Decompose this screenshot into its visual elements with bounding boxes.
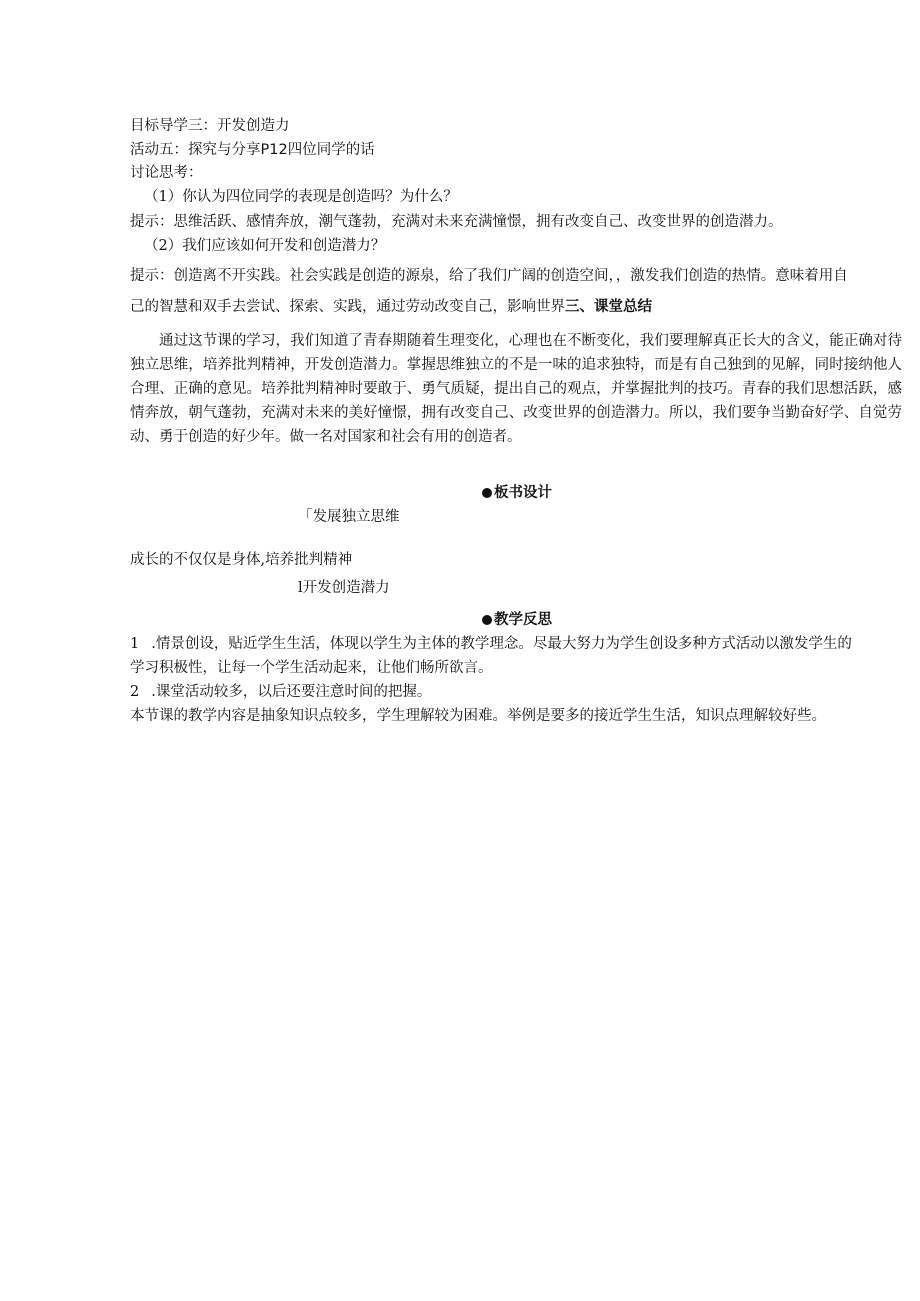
hint-2-text-cont: 己的智慧和双手去尝试、探索、实践，通过劳动改变自己，影响世界 bbox=[130, 299, 565, 315]
hint-2-label: 提示： bbox=[130, 268, 174, 284]
reflection-item-1-text: .情景创设，贴近学生生活，体现以学生为主体的教学理念。尽最大努力为学生创设多种方式活动以激发学生的 bbox=[151, 636, 852, 652]
question-1: （1）你认为四位同学的表现是创造吗？为什么？ bbox=[144, 189, 458, 205]
reflection-item-1-num: 1 bbox=[130, 636, 140, 652]
hint-2-line-1 bbox=[130, 266, 848, 286]
hint-1-text: 思维活跃、感情奔放，潮气蓬勃，充满对未来充满憧憬，拥有改变自己、改变世界的创造潜力。 bbox=[173, 214, 783, 230]
summary-paragraph: 通过这节课的学习，我们知道了青春期随着生理变化，心理也在不断变化，我们要理解真正长大的含义，能正确对待独立思维，培养批判精神，开发创造潜力。掌握思维独立的不是一味的追求独特，而是有自己独到的见解，同时接纳他人合理、正确的意见。培养批判精神时要敢于、勇气质疑，提出自己的观点，并掌握批判的技巧。青春的我们思想活跃，感情奔放，朝气蓬勃，充满对未来的美好憧憬，拥有改变自己、改变世界的创造潜力。所以，我们要争当勤奋好学、自觉劳动、勇于创造的好少年。做一名对国家和社会有用的创造者。 bbox=[130, 333, 902, 445]
summary-heading: 三、课堂总结 bbox=[565, 299, 652, 315]
reflection-item-2-num: 2 bbox=[130, 684, 140, 700]
reflection-heading-text: 教学反思 bbox=[494, 612, 552, 628]
bullet-icon bbox=[482, 488, 492, 498]
reflection-heading bbox=[0, 610, 920, 630]
bullet-icon bbox=[482, 615, 492, 625]
hint-1-label: 提示： bbox=[130, 214, 174, 230]
goal-heading: 目标导学三：开发创造力 bbox=[130, 118, 290, 134]
hint-2-line-2 bbox=[130, 297, 652, 317]
board-main: 成长的不仅仅是身体,培养批判精神 bbox=[130, 552, 353, 568]
reflection-item-1 bbox=[130, 634, 852, 654]
reflection-closing: 本节课的教学内容是抽象知识点较多，学生理解较为困难。举例是要多的接近学生生活，知识点理解较好些。 bbox=[130, 708, 826, 724]
hint-1 bbox=[130, 212, 783, 232]
discussion-label: 讨论思考： bbox=[130, 165, 203, 181]
board-heading bbox=[0, 483, 920, 503]
board-heading-text: 板书设计 bbox=[494, 485, 552, 501]
board-item-1: 「发展独立思维 bbox=[298, 509, 400, 525]
reflection-item-2-text: .课堂活动较多，以后还要注意时间的把握。 bbox=[151, 684, 432, 700]
activity-heading: 活动五：探究与分享P12四位同学的话 bbox=[130, 142, 375, 158]
reflection-item-2 bbox=[130, 682, 431, 702]
board-item-3: l开发创造潜力 bbox=[298, 580, 390, 596]
question-2: （2）我们应该如何开发和创造潜力？ bbox=[144, 238, 386, 254]
reflection-item-1-cont: 学习积极性，让每一个学生活动起来，让他们畅所欲言。 bbox=[130, 660, 493, 676]
hint-2-text: 创造离不开实践。社会实践是创造的源泉，给了我们广阔的创造空间，，激发我们创造的热情。意味着用自 bbox=[173, 268, 848, 284]
